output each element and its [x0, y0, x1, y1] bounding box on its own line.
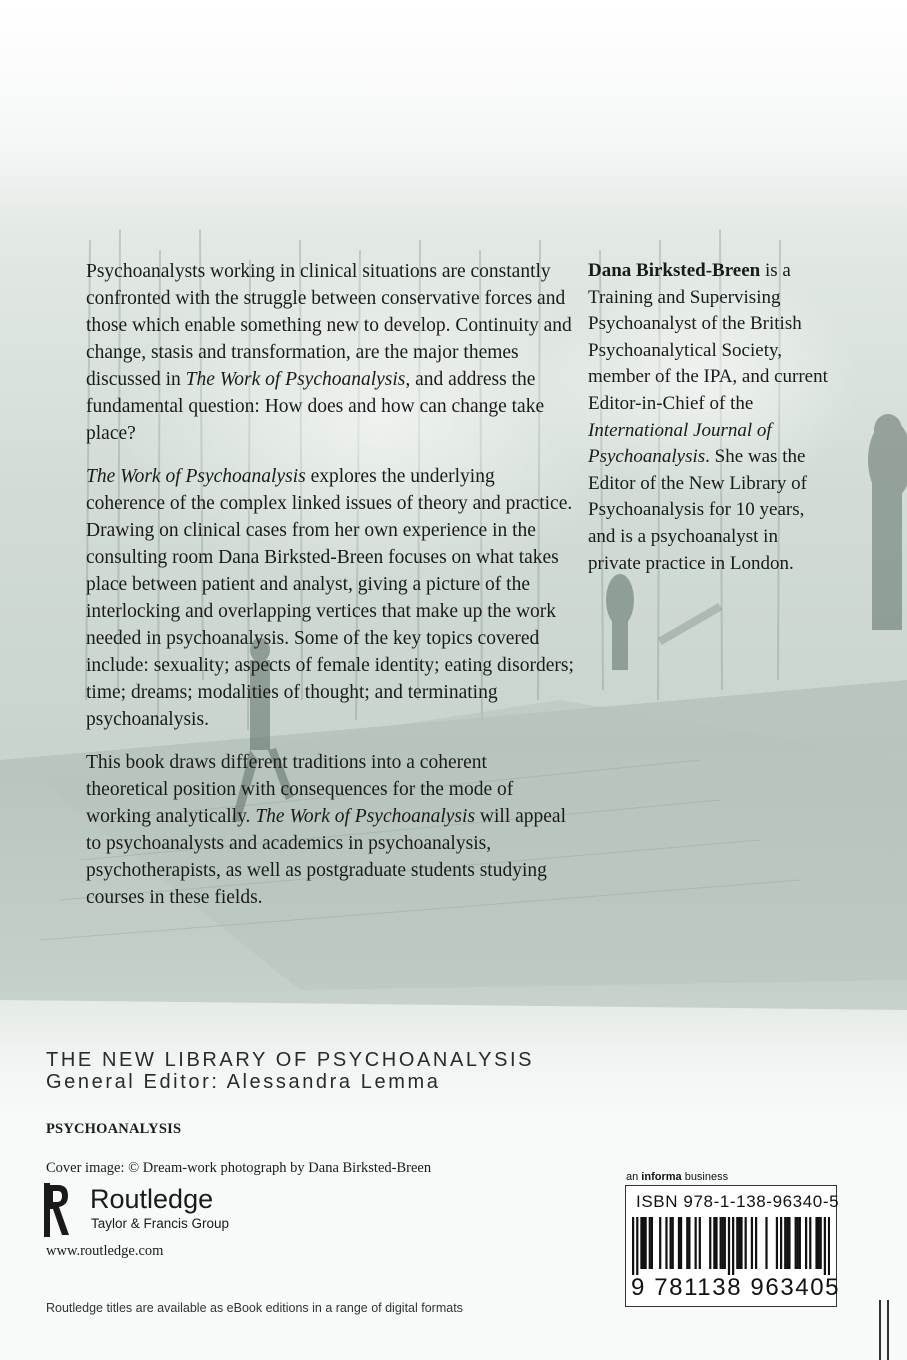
edge-crop-mark: [879, 1300, 881, 1360]
barcode-bar: [665, 1217, 667, 1269]
barcode-bar: [649, 1217, 651, 1269]
cover-image-credit: Cover image: © Dream-work photograph by Dana Birksted-Breen: [46, 1160, 432, 1176]
isbn-label: ISBN 978-1-138-96340-5: [636, 1192, 840, 1211]
ebook-availability-note: Routledge titles are available as eBook editions in a range of digital formats: [46, 1301, 463, 1315]
series-block: [46, 1049, 534, 1093]
subject-category: PSYCHOANALYSIS: [46, 1121, 182, 1137]
journal-title: International Journal of Psychoanalysis: [588, 419, 772, 468]
ean-first-digit: 9: [631, 1274, 646, 1301]
publisher-group: Taylor & Francis Group: [91, 1216, 230, 1231]
barcode-bar: [642, 1217, 644, 1269]
barcode-bar: [817, 1217, 819, 1269]
barcode-bar: [695, 1217, 697, 1269]
barcode-bar: [765, 1217, 767, 1269]
book-title: The Work of Psychoanalysis: [185, 369, 406, 390]
barcode-bar: [680, 1217, 682, 1269]
barcode-bars: [632, 1217, 830, 1275]
barcode-guard-bar: [828, 1217, 830, 1275]
barcode-guard-bar: [728, 1217, 730, 1275]
informa-business-line: an informa business: [626, 1171, 729, 1183]
barcode-bar: [751, 1217, 753, 1269]
author-bio: Dana Birksted-Breen is a Training and Supervising Psychoanalyst of the British Psychoanalytical Society, member of the IPA, and current Editor-in-Chief of the International Journal of Psychoanalysis. She was the Editor of the New Library of Psychoanalysis for 10 years, and is a psychoanalyst in private practice in London.: [588, 260, 828, 574]
barcode-guard-bar: [824, 1217, 826, 1275]
series-name: THE NEW LIBRARY OF PSYCHOANALYSIS: [46, 1049, 535, 1071]
barcode-bar: [755, 1217, 757, 1269]
description-paragraph-1: Psychoanalysts working in clinical situations are constantly confronted with the struggle between conservative forces and those which enable something new to develop. Continuity and change, stasis and transformation, are the major themes discussed in The Work of Psychoanalysis, and address the fundamental question: How does and how can change take place?: [86, 261, 572, 444]
barcode-bar: [659, 1217, 661, 1269]
barcode-bar: [815, 1217, 817, 1269]
description-paragraph-3: This book draws different traditions into a coherent theoretical position with consequences for the mode of working analytically. The Work of Psychoanalysis will appeal to psychoanalysts and academics in psychoanalysis, psychotherapists, as well as postgraduate students studying courses in these fields.: [86, 752, 566, 908]
edge-crop-mark: [887, 1300, 889, 1360]
routledge-r-icon: [44, 1183, 70, 1237]
barcode-bar: [788, 1217, 790, 1269]
ean-right-group: 963405: [750, 1274, 841, 1301]
barcode-guard-bar: [636, 1217, 638, 1275]
barcode-bar: [820, 1217, 822, 1269]
barcode-bar: [678, 1217, 680, 1269]
barcode-bar: [780, 1217, 782, 1269]
barcode-bar: [709, 1217, 711, 1269]
barcode-bar: [640, 1217, 642, 1269]
series-editor: General Editor: Alessandra Lemma: [46, 1071, 441, 1093]
description-paragraph-2: The Work of Psychoanalysis explores the underlying coherence of the complex linked issues of theory and practice. Drawing on clinical cases from her own experience in the consulting room Dana Birksted-Breen focuses on what takes place between patient and analyst, giving a picture of the interlocking and overlapping vertices that make up the work needed in psychoanalysis. Some of the key topics covered include: sexuality; aspects of female identity; eating disorders; time; dreams; modalities of thought; and terminating psychoanalysis.: [86, 466, 574, 730]
barcode-bar: [686, 1217, 688, 1269]
publisher-website[interactable]: www.routledge.com: [46, 1243, 164, 1259]
barcode-bar: [651, 1217, 653, 1269]
barcode-bar: [776, 1217, 778, 1269]
barcode-guard-bar: [632, 1217, 634, 1275]
informa-brand: informa: [641, 1171, 682, 1183]
barcode-bar: [809, 1217, 811, 1269]
ean-left-group: 781138: [654, 1274, 743, 1301]
barcode-bar: [724, 1217, 726, 1269]
isbn-barcode: [625, 1185, 841, 1307]
barcode-bar: [745, 1217, 747, 1269]
book-description: [86, 258, 574, 927]
routledge-logo: [44, 1183, 244, 1239]
barcode-bar: [736, 1217, 738, 1269]
author-name: Dana Birksted-Breen: [588, 260, 761, 281]
ean-digits: [631, 1274, 840, 1302]
barcode-bar: [699, 1217, 701, 1269]
barcode-bar: [799, 1217, 801, 1269]
book-title: The Work of Psychoanalysis: [255, 806, 476, 827]
barcode-bar: [738, 1217, 740, 1269]
barcode-bar: [645, 1217, 647, 1269]
barcode-guard-bar: [732, 1217, 734, 1275]
barcode-bar: [805, 1217, 807, 1269]
barcode-bar: [672, 1217, 674, 1269]
book-title: The Work of Psychoanalysis: [86, 466, 306, 487]
barcode-bar: [720, 1217, 722, 1269]
barcode-bar: [688, 1217, 690, 1269]
barcode-bar: [715, 1217, 717, 1269]
barcode-bar: [722, 1217, 724, 1269]
barcode-bar: [670, 1217, 672, 1269]
barcode-bar: [740, 1217, 742, 1269]
barcode-bar: [784, 1217, 786, 1269]
publisher-name: Routledge: [90, 1184, 214, 1214]
barcode-bar: [713, 1217, 715, 1269]
barcode-bar: [795, 1217, 797, 1269]
barcode-bar: [797, 1217, 799, 1269]
barcode-bar: [786, 1217, 788, 1269]
